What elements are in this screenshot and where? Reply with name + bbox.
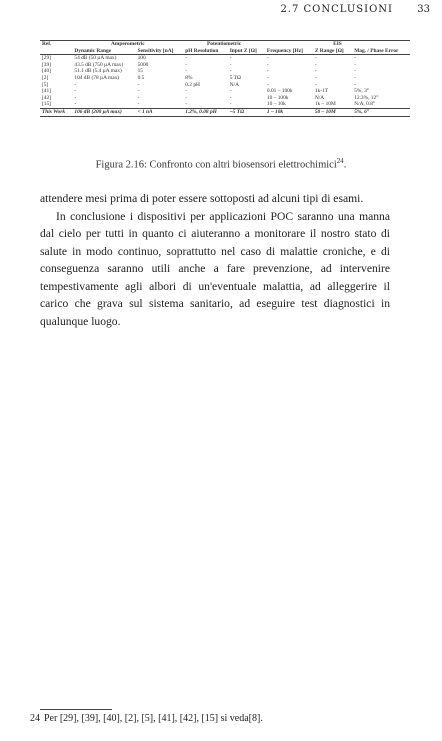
table-cell: 5%, 3° xyxy=(354,88,369,95)
table-sub-header: Frequency [Hz] xyxy=(265,48,313,55)
table-cell: - xyxy=(229,101,232,108)
figure-caption xyxy=(0,157,442,171)
table-cell: 1k – 10M xyxy=(314,101,336,108)
table-sub-header: pH Resolution xyxy=(183,48,227,55)
table-cell: [41] xyxy=(42,88,51,95)
table-cell: N/A xyxy=(314,94,325,101)
table-row xyxy=(40,101,410,108)
table-cell: 1.2%, 0.08 pH xyxy=(183,108,227,116)
table-cell: - xyxy=(314,55,317,62)
table-cell: 1 – 10k xyxy=(265,108,313,116)
footnote-number: 24 xyxy=(30,713,40,724)
table-sub-header: Mag. / Phase Error xyxy=(352,48,410,55)
table-cell: 104 dB (78 µA max) xyxy=(74,74,120,81)
table-cell: [15] xyxy=(42,101,51,108)
table-cell: 5000 xyxy=(137,61,149,68)
table-header-amperometric: Amperometric xyxy=(72,41,183,48)
table-cell: This Work xyxy=(40,108,72,116)
paragraph-1: attendere mesi prima di poter essere sottoposti ad alcuni tipi di esami. xyxy=(40,192,364,205)
table-cell: 10 – 100k xyxy=(266,94,289,101)
table-sub-header: Z Range [Ω] xyxy=(313,48,352,55)
table-cell: N/A, 0.8° xyxy=(354,101,376,108)
table-cell: - xyxy=(229,55,232,62)
table-header-ref: Ref. xyxy=(40,41,72,48)
table-cell: - xyxy=(185,94,188,101)
table-cell: [42] xyxy=(42,94,51,101)
table-cell: [40] xyxy=(42,68,51,75)
table-cell: - xyxy=(137,94,140,101)
table-cell: 100 xyxy=(137,55,146,62)
table-cell: - xyxy=(354,55,356,62)
table-cell: - xyxy=(266,68,269,75)
table-cell: 10 – 10k xyxy=(266,101,286,108)
table-cell: - xyxy=(137,88,140,95)
table-cell: [39] xyxy=(42,61,51,68)
table-cell: - xyxy=(314,74,317,81)
table-cell: N/A xyxy=(229,81,239,88)
table-cell: 0.5 xyxy=(137,74,145,81)
table-row xyxy=(40,108,410,116)
table-cell: - xyxy=(314,61,317,68)
table-cell: 1k-1T xyxy=(314,88,328,95)
table-cell: [5] xyxy=(42,81,49,88)
table-cell: 5%, 6° xyxy=(352,108,410,116)
table-row xyxy=(40,55,410,62)
table-cell: - xyxy=(314,68,317,75)
table-cell: - xyxy=(74,88,77,95)
footnote-text: Per [29], [39], [40], [2], [5], [41], [42], [15] si veda[8]. xyxy=(44,713,263,724)
table-cell: - xyxy=(229,94,232,101)
section-title: 2.7 CONCLUSIONI xyxy=(280,4,393,15)
table-cell: - xyxy=(314,81,317,88)
table-cell: - xyxy=(354,81,356,88)
table-row xyxy=(40,75,410,82)
table-cell: 43.5 dB (750 µA max) xyxy=(74,61,124,68)
table-sub-header-row xyxy=(40,48,410,55)
table-cell: 50 – 10M xyxy=(313,108,352,116)
table-cell: - xyxy=(74,81,77,88)
table-cell: - xyxy=(185,61,188,68)
table-sub-header: Sensitivity [nA] xyxy=(136,48,184,55)
running-header xyxy=(0,4,442,18)
table-cell: - xyxy=(137,101,140,108)
table-cell: - xyxy=(266,61,269,68)
footnote xyxy=(30,713,263,724)
table-cell: 12.3%, 12° xyxy=(354,94,379,101)
table-cell: 0.2 pH xyxy=(185,81,200,88)
page-number: 33 xyxy=(417,4,430,15)
table-cell: 15 xyxy=(137,68,143,75)
table-cell: 8% xyxy=(185,74,193,81)
table-sub-header xyxy=(40,48,72,55)
table-body xyxy=(40,55,410,116)
table-cell: - xyxy=(354,68,356,75)
footnote-rule xyxy=(40,709,112,710)
table-cell: - xyxy=(354,61,356,68)
table-cell: - xyxy=(229,88,232,95)
table-cell: - xyxy=(266,81,269,88)
table-cell: - xyxy=(354,74,356,81)
table-cell: 106 dB (200 µA max) xyxy=(72,108,135,116)
paragraph-2: In conclusione i dispositivi per applicazioni POC saranno una manna dal cielo per tutti in quanto ci aiuteranno a monitorare il nostro stato di salute in modo continuo, soprattutto nel caso di malattie croniche, e di conseguenza saranno utili anche a fare prevenzione, ad intervenire tempestivamente agli albori di un'eventuale malattia, ad alleggerire il carico che grava sul sistema sanitario, ad eseguire test diagnostici in qualunque luogo. xyxy=(40,209,390,328)
table-cell: 51.1 dB (5.4 µA max) xyxy=(74,68,122,75)
table-sub-header: Dynamic Range xyxy=(72,48,135,55)
table-cell: - xyxy=(185,101,188,108)
body-text xyxy=(40,190,390,330)
table-cell: - xyxy=(185,68,188,75)
table-cell: 5 TΩ xyxy=(229,74,241,81)
table-cell: - xyxy=(266,74,269,81)
table-row xyxy=(40,68,410,75)
table-cell: ~5 TΩ xyxy=(228,108,265,116)
table-header-eis: EIS xyxy=(265,41,410,48)
table-cell: 0.01 – 100k xyxy=(266,88,293,95)
table-row xyxy=(40,88,410,95)
table-cell: - xyxy=(137,81,140,88)
table-cell: - xyxy=(266,55,269,62)
table-sub-header: Input Z [Ω] xyxy=(228,48,265,55)
table-group-header-row xyxy=(40,41,410,48)
table-cell: [29] xyxy=(42,55,51,62)
table-cell: - xyxy=(185,55,188,62)
caption-end: . xyxy=(343,159,347,171)
table-cell: - xyxy=(74,101,77,108)
table-header-potentiometric: Potentiometric xyxy=(183,41,265,48)
caption-text: Figura 2.16: Confronto con altri biosensori elettrochimici xyxy=(95,159,337,171)
table-cell: [2] xyxy=(42,74,49,81)
table-cell: - xyxy=(229,68,232,75)
caption-footnote-ref: 24 xyxy=(336,157,344,165)
table-cell: < 1 nA xyxy=(136,108,184,116)
table-cell: - xyxy=(185,88,188,95)
comparison-table xyxy=(40,40,410,117)
table-cell: - xyxy=(229,61,232,68)
table-cell: 54 dB (50 µA max) xyxy=(74,55,117,62)
table-cell: - xyxy=(74,94,77,101)
